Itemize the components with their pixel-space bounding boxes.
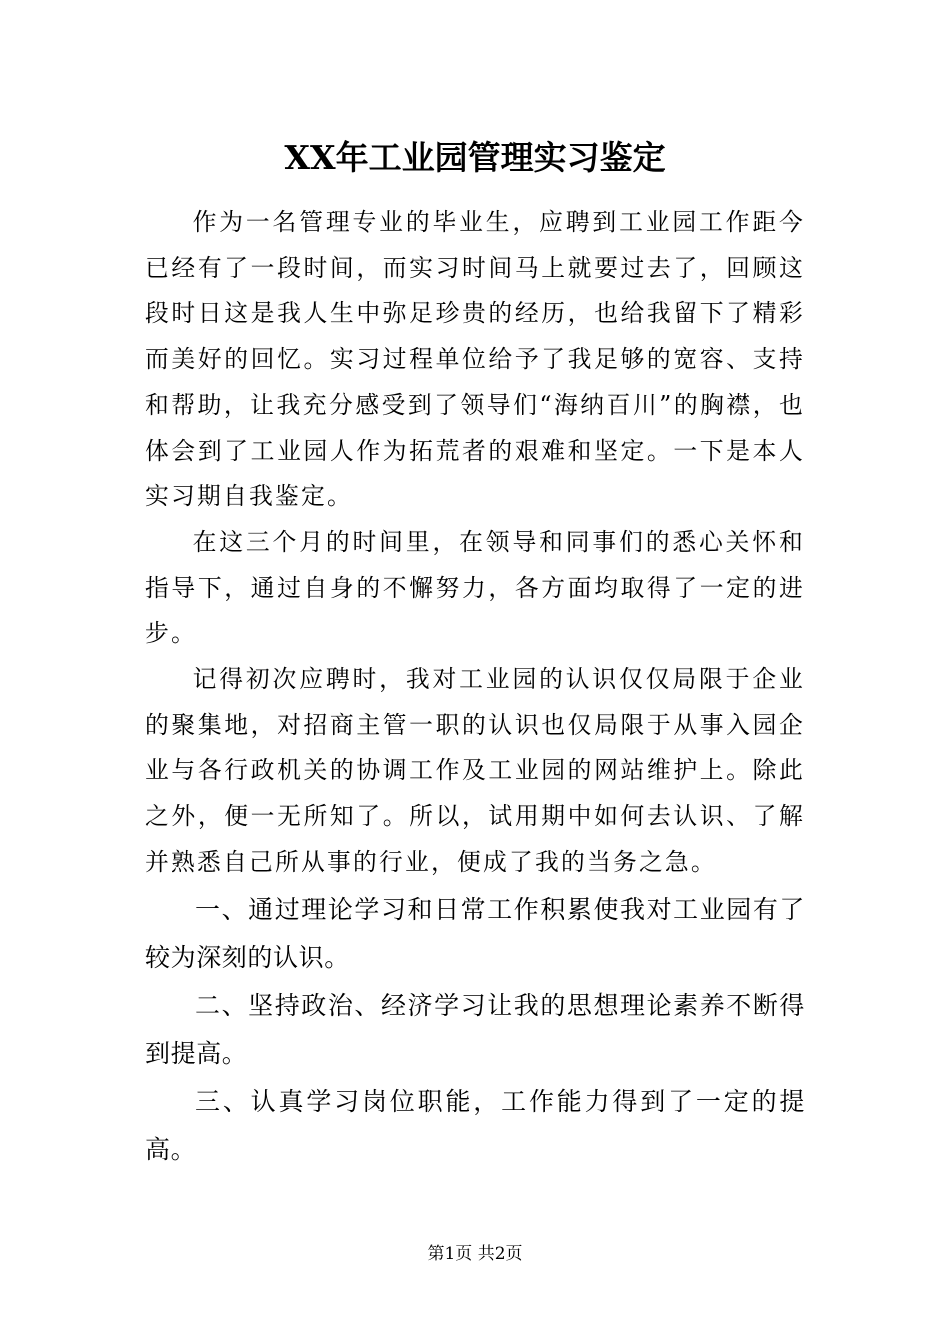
paragraph-intro: 作为一名管理专业的毕业生，应聘到工业园工作距今已经有了一段时间，而实习时间马上就要过去了，回顾这段时日这是我人生中弥足珍贵的经历，也给我留下了精彩而美好的回忆。实习过程单位给予了我足够的宽容、支持和帮助，让我充分感受到了领导们“海纳百川”的胸襟，也体会到了工业园人作为拓荒者的艰难和坚定。一下是本人实习期自我鉴定。	[145, 208, 805, 511]
paragraph-first-impression: 记得初次应聘时，我对工业园的认识仅仅局限于企业的聚集地，对招商主管一职的认识也仅局限于从事入园企业与各行政机关的协调工作及工业园的网站维护上。除此之外，便一无所知了。所以，试用期中如何去认识、了解并熟悉自己所从事的行业，便成了我的当务之急。	[145, 665, 805, 876]
section-heading-2: 二、坚持政治、经济学习让我的思想理论素养不断得到提高。	[145, 990, 805, 1068]
document-body	[145, 200, 805, 1174]
paragraph-progress: 在这三个月的时间里，在领导和同事们的悉心关怀和指导下，通过自身的不懈努力，各方面均取得了一定的进步。	[145, 527, 805, 648]
section-heading-3: 三、认真学习岗位职能，工作能力得到了一定的提高。	[145, 1086, 805, 1164]
document-title: XX年工业园管理实习鉴定	[284, 138, 666, 177]
page-number-footer: 第1页 共2页	[427, 1244, 523, 1264]
section-heading-1: 一、通过理论学习和日常工作积累使我对工业园有了较为深刻的认识。	[145, 894, 805, 972]
